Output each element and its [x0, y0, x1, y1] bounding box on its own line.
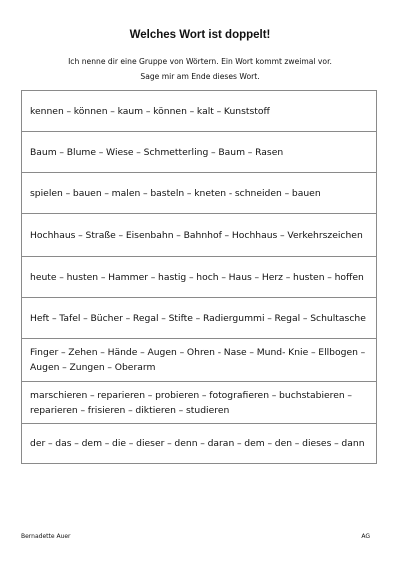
table-row: [22, 91, 377, 132]
instruction-line-1: Ich nenne dir eine Gruppe von Wörtern. Ein Wort kommt zweimal vor.: [68, 57, 332, 66]
word-group-cell: marschieren – reparieren – probieren – fotografieren – buchstabieren – reparieren – frisieren – diktieren – studieren: [22, 382, 377, 424]
table-row: [22, 214, 377, 257]
word-group-cell: der – das – dem – die – dieser – denn – daran – dem – den – dieses – dann: [22, 424, 377, 464]
table-row: [22, 173, 377, 214]
word-group-cell: Finger – Zehen – Hände – Augen – Ohren - Nase – Mund- Knie – Ellbogen – Augen – Zungen – Oberarm: [22, 339, 377, 382]
footer-author: Bernadette Auer: [21, 533, 71, 540]
word-group-table: [21, 90, 377, 464]
table-row: [22, 257, 377, 298]
instruction-line-2: Sage mir am Ende dieses Wort.: [140, 72, 260, 81]
table-row: [22, 339, 377, 382]
table-row: [22, 298, 377, 339]
footer-initials: AG: [361, 533, 370, 540]
word-group-cell: Heft – Tafel – Bücher – Regal – Stifte – Radiergummi – Regal – Schultasche: [22, 298, 377, 339]
page-title: Welches Wort ist doppelt!: [129, 29, 271, 41]
table-row: [22, 424, 377, 464]
table-row: [22, 132, 377, 173]
word-group-cell: spielen – bauen – malen – basteln – kneten - schneiden – bauen: [22, 173, 377, 214]
word-group-cell: Hochhaus – Straße – Eisenbahn – Bahnhof – Hochhaus – Verkehrszeichen: [22, 214, 377, 257]
word-group-cell: heute – husten – Hammer – hastig – hoch – Haus – Herz – husten – hoffen: [22, 257, 377, 298]
word-group-cell: Baum – Blume – Wiese – Schmetterling – Baum – Rasen: [22, 132, 377, 173]
table-row: [22, 382, 377, 424]
word-group-cell: kennen – können – kaum – können – kalt – Kunststoff: [22, 91, 377, 132]
